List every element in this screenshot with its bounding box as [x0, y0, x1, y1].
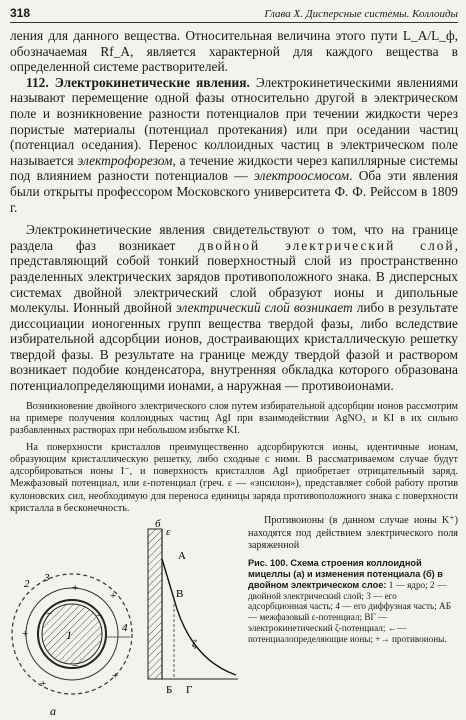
label-n3: 3 — [44, 572, 50, 585]
term-double-layer: двойной электрический слой — [198, 237, 455, 253]
label-B: Б — [166, 684, 173, 697]
minus-sign: − — [46, 608, 53, 621]
small-paragraph-3: Противоионы (в данном случае ионы K⁺) находятся под действием электрического поля заряженной — [248, 515, 458, 551]
plus-sign: + — [110, 590, 117, 603]
plus-sign: + — [112, 670, 119, 683]
label-n4: 4 — [122, 622, 128, 635]
figure-block — [10, 515, 458, 719]
label-a: а — [50, 704, 56, 719]
plus-sign: + — [40, 678, 47, 691]
caption-title: Рис. 100. Схема строения коллоидной мицеллы (а) и изменения потенциала (б) в двойном электрическом слое: — [248, 558, 443, 590]
micelle-figure — [10, 519, 242, 719]
section-paragraph — [10, 75, 458, 215]
section-text-3: . Оба эти явления были открыты профессором Московского университета Ф. Ф. Рейссом в 1809 г. — [10, 168, 458, 215]
text-run: либо в результате диссоциации ионогенных групп вещества твердой фазы, либо вследствие избирательной адсорбции ионов, достраивающих кристаллическую решетку твердой фазы. В результате на границе между твердой фазой и раствором возникает подобие конденсатора, внутренняя обкладка которого образована потенциалопределяющими ионами, а наружная — противоионами. — [10, 300, 459, 394]
label-epsilon: ε — [166, 526, 171, 539]
label-core: 1 — [66, 628, 72, 643]
italic-run: электрический слой возникает — [175, 300, 353, 316]
potential-curve — [162, 559, 236, 675]
caption-body: 1 — ядро; 2 — двойной электрический слой; 3 — его адсорбционная часть; 4 — его диффузная часть; АБ — межфазовый ε-потенциал; ВГ — электрокинетический ζ-потенциал; ←— потенциалопределяющие ионы; +→ противоионы. — [248, 579, 451, 644]
plus-sign: + — [22, 628, 29, 641]
label-n2: 2 — [24, 578, 30, 591]
paragraph-continuation: ления для данного вещества. Относительная величина этого пути L_A/L_ф, обозначаемая Rf_A, является характерной для каждого вещества в определенной системе растворителей. — [10, 28, 458, 75]
plus-sign: + — [72, 582, 79, 595]
section-text-2: , а течение жидкости через капиллярные системы под влиянием разности потенциалов — — [10, 152, 458, 184]
running-header — [10, 6, 458, 23]
section-title: Электрокинетические явления. — [54, 74, 250, 90]
small-paragraph-2: На поверхности кристаллов преимущественно адсорбируются ионы, идентичные ионам, образующим кристаллическую решетку, либо сходные с ними. В рассматриваемом случае будут адсорбироваться ионы I⁻, и поверхность кристаллов AgI приобретает отрицательный заряд. Межфазовый потенциал, или ε-потенциал (греч. ε — «эпсилон»), представляет собой работу против кулоновских сил, необходимую для переноса единицы заряда противоположного знака с поверхности кристалла в бесконечность. — [10, 441, 458, 515]
chapter-title: Глава X. Дисперсные системы. Коллоиды — [264, 8, 458, 20]
label-zeta: ζ — [192, 638, 197, 651]
term-electrophoresis: электрофорезом — [77, 152, 173, 168]
page-number: 318 — [10, 6, 31, 20]
label-V: В — [176, 588, 184, 601]
small-paragraph-1: Возникновение двойного электрического слоя путем избирательной адсорбции ионов рассмотрим на примере получения коллоидных частиц AgI при взаимодействии AgNO₃ и KI в их сильно разбавленных растворах при небольшом избытке KI. — [10, 400, 458, 437]
text-run: Электрокинетические явления свидетельствуют о том, что на границе раздела фаз возникает — [10, 222, 458, 253]
section-number: 112. — [26, 74, 49, 90]
minus-sign: − — [72, 660, 79, 673]
potential-diagram — [148, 519, 238, 696]
text-run: , представляющий собой тонкий поверхностный слой из пространственно разделенных электрических зарядов противоположного знака. В дисперсных системах двойной электрический слой образуют ионы и дипольные молекулы. Ионный двойной — [10, 237, 458, 316]
double-layer-paragraph — [10, 222, 458, 394]
label-A: А — [178, 550, 186, 563]
minus-sign: − — [96, 610, 103, 623]
micelle-diagram — [12, 572, 132, 718]
term-electroosmosis: электроосмосом — [254, 168, 350, 184]
label-b: б — [155, 519, 161, 531]
page — [10, 6, 458, 719]
section-text: Электрокинетическими явлениями называют перемещение одной фазы относительно другой в электрическом поле и возникновение разности потенциалов при течении жидкости через пористые материалы (потенциал протекания) или при оседании частиц (потенциал оседания). Перенос коллоидных частиц в электрическом поле называется — [10, 74, 458, 168]
label-G: Г — [186, 684, 193, 697]
